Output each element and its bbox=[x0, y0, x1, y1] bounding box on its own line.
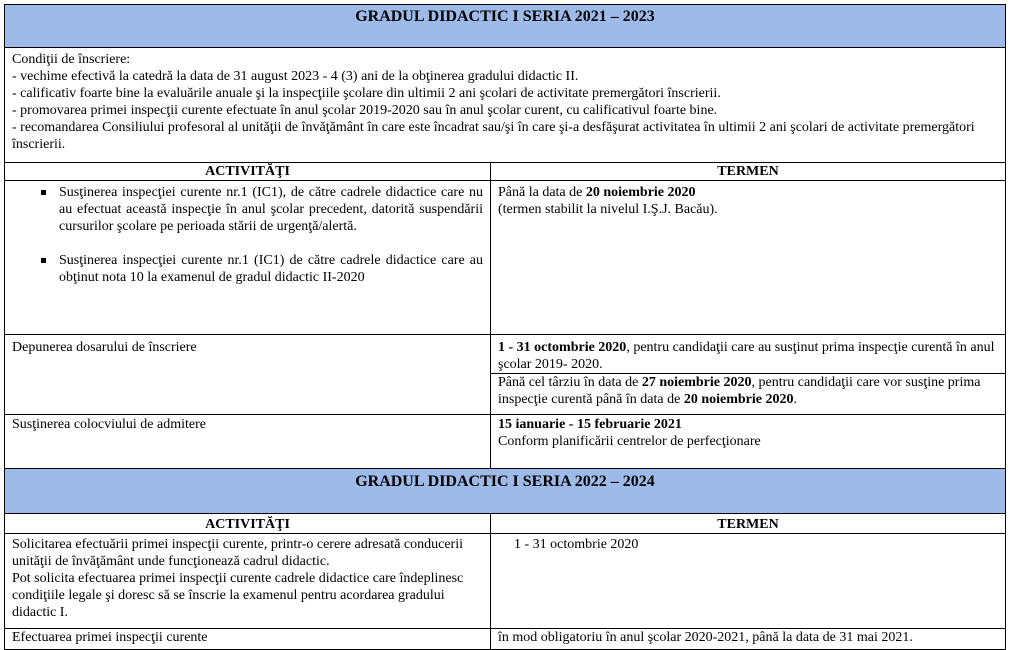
series2-col-deadline: TERMEN bbox=[491, 514, 1006, 534]
colloquium-note: Conform planificării centrelor de perfecţionare bbox=[498, 434, 761, 449]
series1-header-row bbox=[5, 163, 1006, 181]
row1-deadline-prefix: Până la data de bbox=[498, 185, 586, 200]
condition-item-4: - recomandarea Consiliului profesoral al unităţii de învăţământ în care este încadrat sau/şi în care şi-a desfăşurat activitatea în ultimii 2 ani şcolari de activitate premergători înscrierii. bbox=[12, 120, 975, 152]
gradul-didactic-table bbox=[4, 4, 1006, 650]
colloquium-activity: Susţinerea colocviului de admitere bbox=[5, 415, 491, 469]
series1-row-inspection bbox=[5, 181, 1006, 335]
conditions-cell bbox=[5, 48, 1006, 163]
series2-title-row bbox=[5, 469, 1006, 514]
series1-row-colloquium bbox=[5, 415, 1006, 469]
request-deadline-cell bbox=[491, 534, 1006, 629]
dossier-activity: Depunerea dosarului de înscriere bbox=[5, 335, 491, 415]
series1-row1-activities bbox=[5, 181, 491, 335]
row1-deadline-note: (termen stabilit la nivelul I.Ş.J. Bacău). bbox=[498, 202, 718, 217]
series1-title-row bbox=[5, 5, 1006, 48]
series2-title: GRADUL DIDACTIC I SERIA 2022 – 2024 bbox=[5, 469, 1006, 514]
condition-item-2: - calificativ foarte bine la evaluările anuale şi la inspecţiile şcolare din ultimii 2 ani şcolari de activitate premergători înscrierii. bbox=[12, 86, 721, 101]
series2-row-request bbox=[5, 534, 1006, 629]
dossier-d2-end: . bbox=[793, 392, 797, 407]
request-line-1: Solicitarea efectuării primei inspecţii curente, printr-o cerere adresată conducerii unităţii de învăţământ unde funcţionează cadrul didactic. bbox=[12, 537, 463, 569]
series2-row-inspection bbox=[5, 629, 1006, 650]
series2-header-row bbox=[5, 514, 1006, 534]
inspection-activity: Efectuarea primei inspecţii curente bbox=[5, 629, 491, 650]
series1-col-deadline: TERMEN bbox=[491, 163, 1006, 181]
colloquium-deadline-cell bbox=[491, 415, 1006, 469]
dossier-d2-prefix: Până cel târziu în data de bbox=[498, 375, 642, 390]
series1-row-dossier bbox=[5, 335, 1006, 415]
request-activity-cell bbox=[5, 534, 491, 629]
dossier-deadline-cell bbox=[491, 335, 1006, 415]
inspection-bullet-list bbox=[12, 184, 483, 286]
inspection-bullet-2: Susţinerea inspecţiei curente nr.1 (IC1) de către cadrele didactice care au obţinut nota 10 la examenul de gradul didactic II-2020 bbox=[59, 253, 483, 285]
dossier-d2-date2: 20 noiembrie 2020 bbox=[683, 392, 794, 407]
dossier-d1-date: 1 - 31 octombrie 2020 bbox=[498, 340, 627, 355]
series1-col-activities: ACTIVITĂŢI bbox=[5, 163, 491, 181]
inspection-bullet-1: Susţinerea inspecţiei curente nr.1 (IC1), de către cadrele didactice care nu au efectuat această inspecţie în anul şcolar precedent, datorită suspendării cursurilor şcolare pe perioada stării de urgenţă/alertă. bbox=[59, 185, 483, 234]
dossier-deadline-1 bbox=[498, 339, 998, 373]
dossier-d1-text: , pentru candidaţii care au susţinut prima inspecţie curentă în anul şcolar 2019- 2020. bbox=[498, 340, 995, 372]
dossier-d2-text: , pentru candidaţii care vor susţine prima inspecţie curentă până în data de bbox=[498, 375, 981, 407]
series1-row1-deadline bbox=[491, 181, 1006, 335]
condition-item-3: - promovarea primei inspecţii curente efectuate în anul şcolar 2019-2020 sau în anul şcolar curent, cu calificativul foarte bine. bbox=[12, 103, 718, 118]
conditions-row bbox=[5, 48, 1006, 163]
request-line-2: Pot solicita efectuarea primei inspecţii curente cadrele didactice care îndeplinesc condiţiile legale şi doresc să se înscrie la examenul pentru acordarea gradului didactic I. bbox=[12, 571, 464, 620]
colloquium-date: 15 ianuarie - 15 februarie 2021 bbox=[498, 417, 682, 432]
row1-deadline-date: 20 noiembrie 2020 bbox=[585, 185, 696, 200]
inspection-deadline: în mod obligatoriu în anul şcolar 2020-2021, până la data de 31 mai 2021. bbox=[491, 629, 1006, 650]
dossier-deadline-2 bbox=[491, 373, 1005, 408]
series1-title: GRADUL DIDACTIC I SERIA 2021 – 2023 bbox=[5, 5, 1006, 48]
series2-col-activities: ACTIVITĂŢI bbox=[5, 514, 491, 534]
condition-item-1: - vechime efectivă la catedră la data de 31 august 2023 - 4 (3) ani de la obţinerea gradului didactic II. bbox=[12, 69, 579, 84]
dossier-d2-date: 27 noiembrie 2020 bbox=[641, 375, 752, 390]
conditions-heading: Condiţii de înscriere: bbox=[12, 52, 131, 67]
request-deadline: 1 - 31 octombrie 2020 bbox=[514, 537, 639, 552]
